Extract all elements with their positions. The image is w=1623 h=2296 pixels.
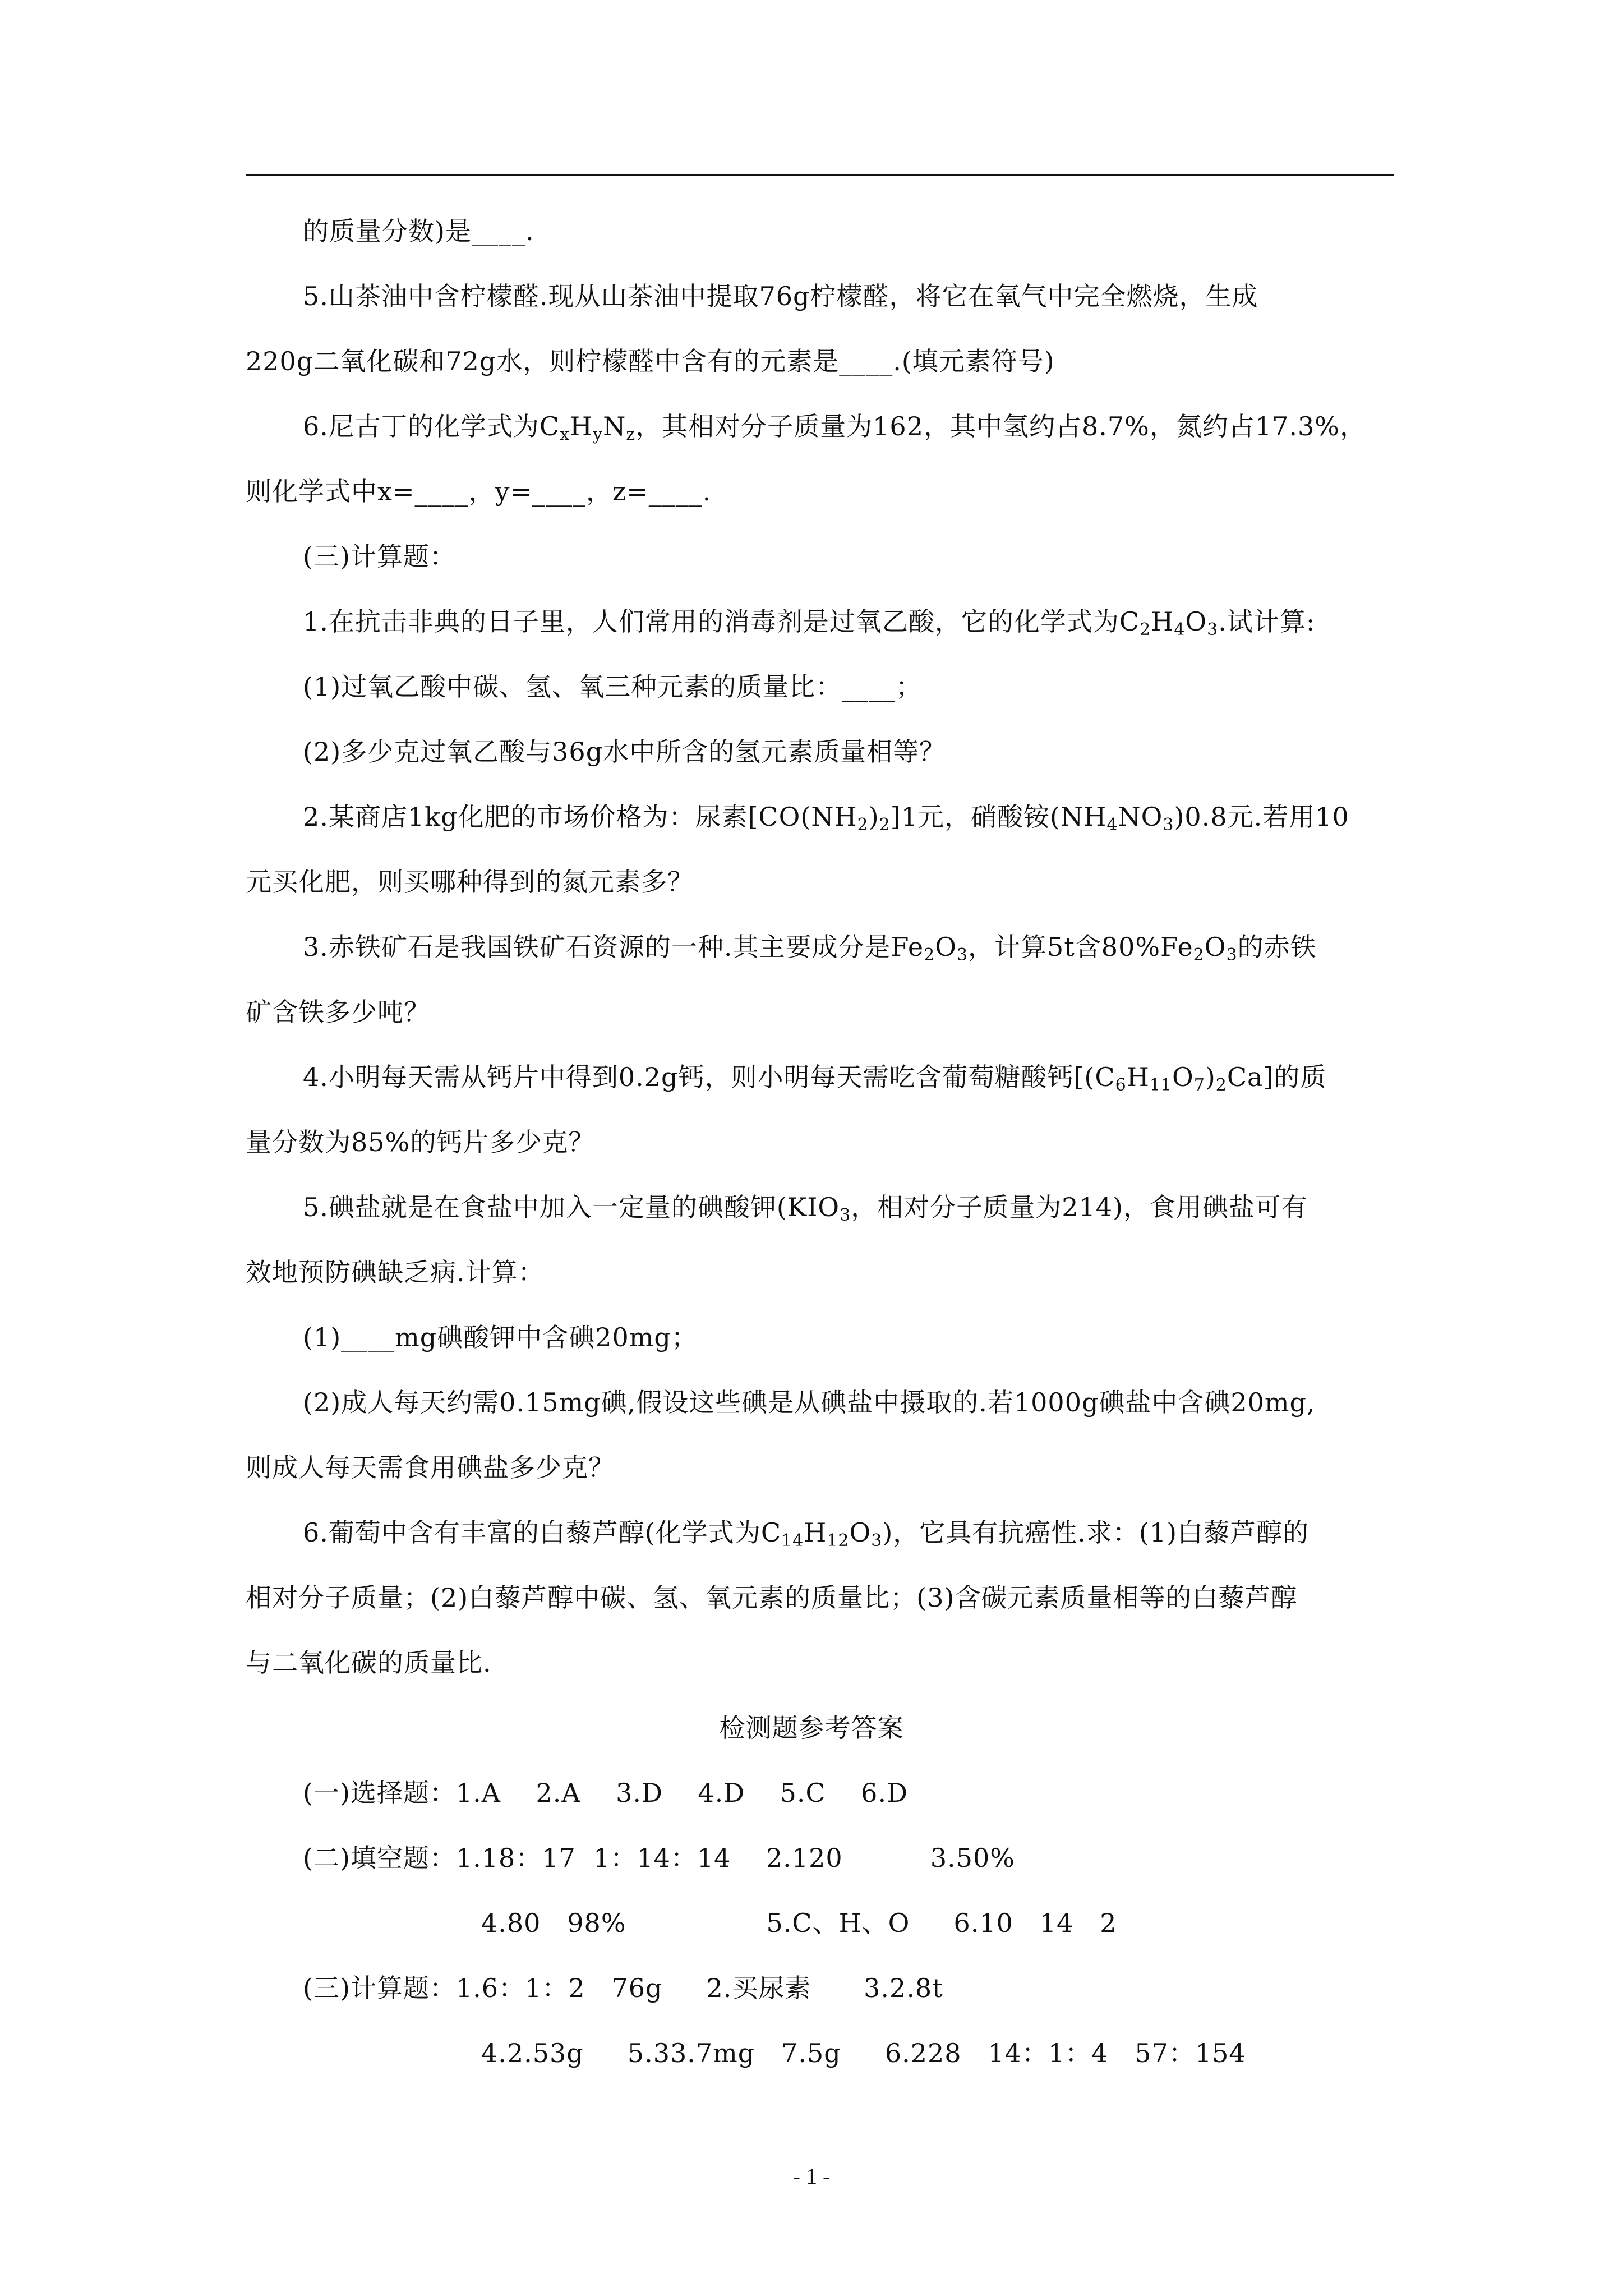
calc-question-2: 2.某商店1kg化肥的市场价格为：尿素$[CO(NH_2)_2]1$元，硝酸铵$(NH_4NO_3)0.8$元.若用10	[303, 802, 1349, 835]
answer-line: (二)填空题：1.18：17 1：14：14 2.120 3.50%	[303, 1843, 1015, 1873]
calc-question-5: 5.碘盐就是在食盐中加入一定量的碘酸钾($KIO_3$，相对分子质量为214)，食用碘盐可有	[303, 1192, 1308, 1225]
text-line: 量分数为85%的钙片多少克？	[246, 1127, 595, 1157]
text-line: 元买化肥，则买哪种得到的氮元素多？	[246, 867, 694, 897]
page-number: - 1 -	[792, 2164, 831, 2189]
section-heading: (三)计算题：	[303, 541, 456, 572]
text-line: 矿含铁多少吨？	[246, 997, 430, 1027]
question-6: 6.尼古丁的化学式为$C_xH_yN_z$，其相对分子质量为162，其中氢约占8.7%，氮约占17.3%，	[303, 411, 1366, 444]
question-5: 5.山茶油中含柠檬醛.现从山茶油中提取76g柠檬醛，将它在氧气中完全燃烧，生成	[303, 281, 1258, 311]
answer-line: 4.2.53g 5.33.7mg 7.5g 6.228 14：1：4 57：154	[481, 2038, 1246, 2068]
text-line: 与二氧化碳的质量比.	[246, 1648, 492, 1678]
calc-question-4: 4.小明每天需从钙片中得到0.2g钙，则小明每天需吃含葡萄糖酸钙$[(C_6H_{11}O_7)_2Ca]$的质	[303, 1062, 1327, 1095]
text-line: 则成人每天需食用碘盐多少克？	[246, 1452, 615, 1483]
text-line: 220g二氧化碳和72g水，则柠檬醛中含有的元素是____.(填元素符号)	[246, 346, 1055, 376]
calc-question-6: 6.葡萄中含有丰富的白藜芦醇(化学式为$C_{14}H_{12}O_3$)，它具有抗癌性.求：(1)白藜芦醇的	[303, 1517, 1310, 1550]
text-line: (1)____mg碘酸钾中含碘20mg；	[303, 1322, 698, 1352]
answer-line: 4.80 98% 5.C、H、O 6.10 14 2	[481, 1908, 1117, 1938]
text-line: 的质量分数)是____.	[303, 216, 534, 246]
text-line: (1)过氧乙酸中碳、氢、氧三种元素的质量比：____；	[303, 671, 923, 702]
text-line: (2)成人每天约需0.15mg碘,假设这些碘是从碘盐中摄取的.若1000g碘盐中含碘20mg,	[303, 1387, 1316, 1418]
answer-line: (三)计算题：1.6：1：2 76g 2.买尿素 3.2.8t	[303, 1973, 943, 2003]
text-line: 效地预防碘缺乏病.计算：	[246, 1257, 545, 1287]
text-line: 相对分子质量；(2)白藜芦醇中碳、氢、氧元素的质量比；(3)含碳元素质量相等的白藜芦醇	[246, 1582, 1298, 1613]
calc-question-1: 1.在抗击非典的日子里，人们常用的消毒剂是过氧乙酸，它的化学式为$C_2H_4O_3$.试计算:	[303, 606, 1316, 639]
calc-question-3: 3.赤铁矿石是我国铁矿石资源的一种.其主要成分是$Fe_2O_3$，计算5t含$80\%Fe_2O_3$的赤铁	[303, 932, 1317, 965]
answer-line: (一)选择题：1.A 2.A 3.D 4.D 5.C 6.D	[303, 1778, 908, 1808]
text-line: (2)多少克过氧乙酸与36g水中所含的氢元素质量相等？	[303, 737, 946, 767]
answers-title: 检测题参考答案	[719, 1713, 904, 1743]
header-rule	[246, 174, 1394, 176]
text-line: 则化学式中x=____，y=____，z=____.	[246, 476, 712, 507]
